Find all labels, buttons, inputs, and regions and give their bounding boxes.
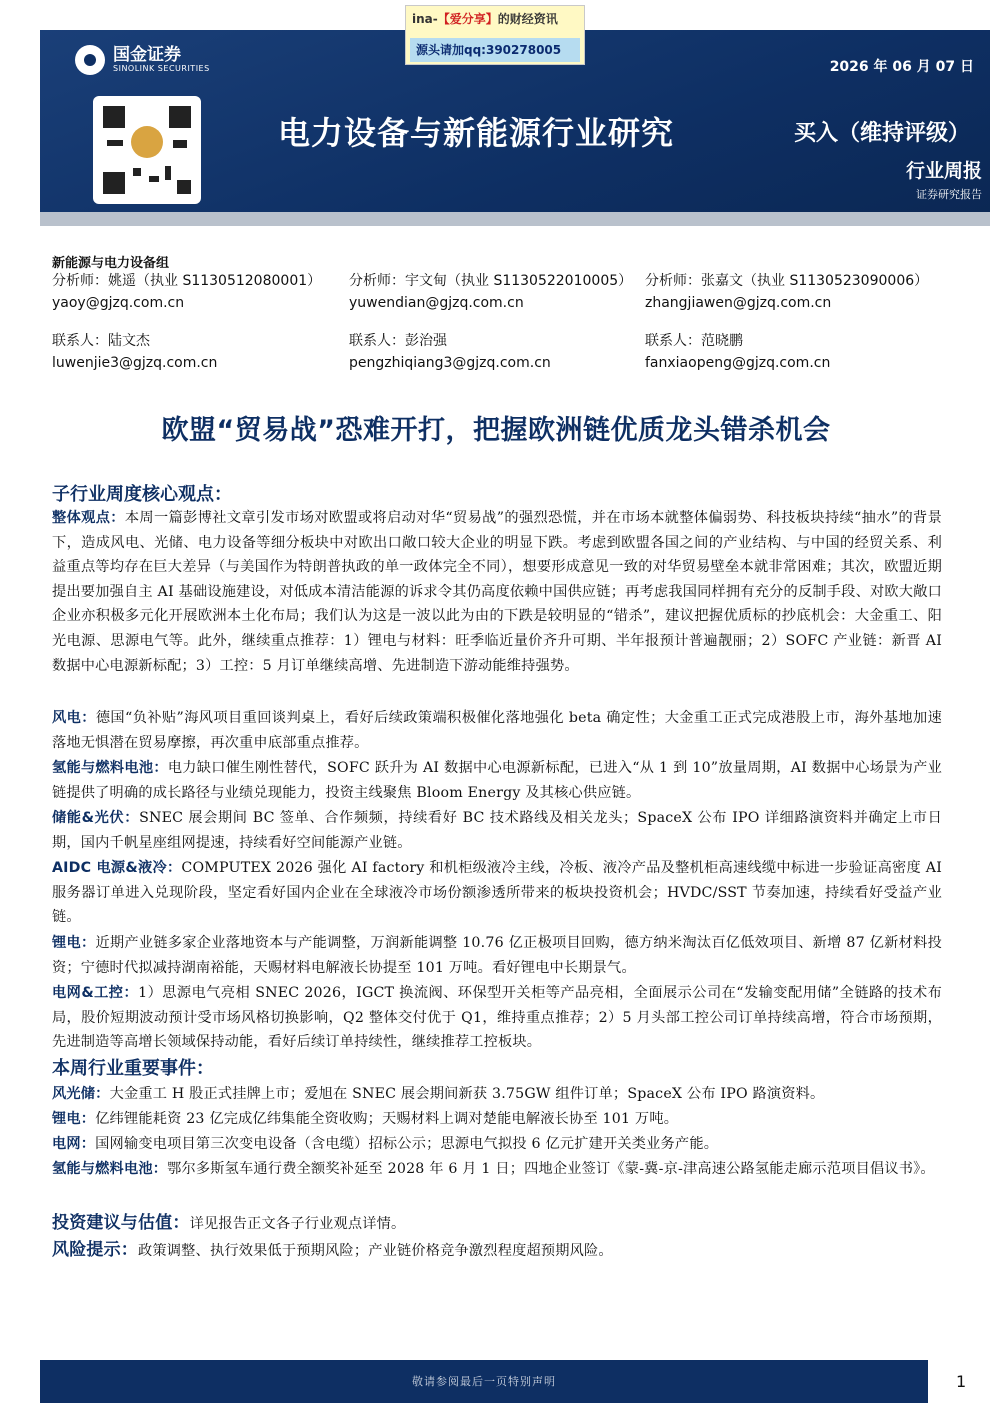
report-title: 电力设备与新能源行业研究 [278,114,675,152]
event-item: 电网：国网输变电项目第三次变电设备（含电缆）招标公示；思源电气拟投 6 亿元扩建开关类业务产能。 [52,1136,719,1152]
company-name-en: SINOLINK SECURITIES [113,64,210,73]
view-paragraph-lithium: 锂电：近期产业链多家企业落地资本与产能调整，万润新能调整 10.76 亿正极项目回购，德方纳米淘汰百亿低效项目、新增 87 亿新材料投资；宁德时代拟减持湖南裕能，天赐材料电解液长协提至 101 万吨。看好锂电中长期景气。 [52,935,942,976]
view-paragraph-wind: 风电：德国“负补贴”海风项目重回谈判桌上，看好后续政策端积极催化落地强化 beta 确定性；大金重工正式完成港股上市，海外基地加速落地无惧潜在贸易摩擦，再次重申底部重点推荐。 [52,710,942,751]
risk-warning: 风险提示：政策调整、执行效果低于预期风险；产业链价格竞争激烈程度超预期风险。 [52,1240,613,1260]
report-subtitle: 证券研究报告 [916,188,982,201]
contact-label: 联系人：彭治强 [349,333,447,349]
view-paragraph-aidc: AIDC 电源&液冷：COMPUTEX 2026 强化 AI factory 和机柜级液冷主线，冷板、液冷产品及整机柜高速线缆中标进一步验证高密度 AI 服务器订单进入兑现阶段，坚定看好国内企业在全球液冷市场份额渗透所带来的板块投资机会；HVDC/SST 节奏加速，持续看好受益产业链。 [52,860,943,926]
team-name: 新能源与电力设备组 [52,256,170,271]
author-block [349,270,632,314]
contact-email[interactable]: fanxiaopeng@gjzq.com.cn [645,355,831,371]
view-paragraph-hydrogen: 氢能与燃料电池：电力缺口催生刚性替代，SOFC 跃升为 AI 数据中心电源新标配，已进入“从 1 到 10”放量周期，AI 数据中心场景为产业链提供了明确的成长路径与业绩兑现能力，投资主线聚焦 Bloom Energy 及其核心供应链。 [52,760,942,801]
author-email[interactable]: yuwendian@gjzq.com.cn [349,295,524,311]
author-block [52,270,321,314]
company-logo [75,42,210,78]
header-band [40,212,990,226]
report-type: 行业周报 [905,160,982,182]
rating: 买入（维持评级） [793,121,970,146]
event-item: 风光储：大金重工 H 股正式挂牌上市；爱旭在 SNEC 展会期间新获 3.75GW 组件订单；SpaceX 公布 IPO 路演资料。 [52,1086,825,1102]
author-label: 分析师：姚遥（执业 S1130512080001） [52,273,322,289]
section-title-core-views: 子行业周度核心观点： [52,484,232,505]
sinolink-logo-icon [75,45,105,75]
qr-code-icon [93,96,201,204]
watermark-line1: ina-【爱分享】的财经资讯 [412,12,558,26]
footer-disclaimer: 敬请参阅最后一页特别声明 [40,1360,928,1403]
contact-block [52,330,217,374]
event-item: 锂电：亿纬锂能耗资 23 亿完成亿纬集能全资收购；天赐材料上调对楚能电解液长协至 101 万吨。 [52,1111,679,1127]
section-title-events: 本周行业重要事件： [52,1058,214,1079]
report-headline: 欧盟“贸易战”恐难开打，把握欧洲链优质龙头错杀机会 [161,415,831,446]
report-date: 2026 年 06 月 07 日 [829,59,974,75]
author-label: 分析师：宇文甸（执业 S1130522010005） [349,273,633,289]
company-name-cn: 国金证券 [113,45,181,65]
page-number: 1 [956,1372,967,1391]
event-item: 氢能与燃料电池：鄂尔多斯氢车通行费全额奖补延至 2028 年 6 月 1 日；四地企业签订《蒙-冀-京-津高速公路氢能走廊示范项目倡议书》。 [52,1161,935,1177]
contact-block [349,330,551,374]
contact-label: 联系人：范晓鹏 [645,333,743,349]
watermark [405,5,585,65]
contact-email[interactable]: luwenjie3@gjzq.com.cn [52,355,218,371]
contact-label: 联系人：陆文杰 [52,333,150,349]
view-paragraph-grid-control: 电网&工控：1）思源电气亮相 SNEC 2026，IGCT 换流阀、环保型开关柜等产品亮相，全面展示公司在“发输变配用储”全链路的技术布局，股价短期波动预计受市场风格切换影响，Q2 整体交付优于 Q1，维持重点推荐；2）5 月头部工控公司订单持续高增，符合市场预期，先进制造等高增长领域保持动能，看好后续订单持续性，继续推荐工控板块。 [52,985,942,1051]
watermark-line2: 源头请加qq:390278005 [410,38,580,62]
contact-block [645,330,830,374]
view-paragraph-storage-pv: 储能&光伏：SNEC 展会期间 BC 签单、合作频频，持续看好 BC 技术路线及相关龙头；SpaceX 公布 IPO 详细路演资料并确定上市日期，国内千帆星座组网提速，持续看好空间能源产业链。 [52,810,943,851]
contact-email[interactable]: pengzhiqiang3@gjzq.com.cn [349,355,551,371]
view-paragraph-overall: 整体观点：本周一篇彭博社文章引发市场对欧盟或将启动对华“贸易战”的强烈恐慌，并在市场本就整体偏弱势、科技板块持续“抽水”的背景下，造成风电、光储、电力设备等细分板块中对欧出口敞口较大企业的明显下跌。考虑到欧盟各国之间的产业结构、与中国的经贸关系、利益重点等均存在巨大差异（与美国作为特朗普执政的单一政体完全不同），想要形成意见一致的对华贸易壁垒本就非常困难；其次，欧盟近期提出要加强自主 AI 基础设施建设，对低成本清洁能源的诉求令其仍高度依赖中国供应链；再考虑我国同样拥有充分的反制手段、对欧大敞口企业亦积极多元化开展欧洲本土化布局；我们认为这是一波以此为由的下跌是较明显的“错杀”，建议把握优质标的抄底机会：大金重工、阳光电源、思源电气等。此外，继续重点推荐：1）锂电与材料：旺季临近量价齐升可期、半年报预计普遍靓丽；2）SOFC 产业链：新晋 AI 数据中心电源新标配；3）工控：5 月订单继续高增、先进制造下游动能维持强势。 [52,510,942,674]
author-email[interactable]: zhangjiawen@gjzq.com.cn [645,295,832,311]
author-email[interactable]: yaoy@gjzq.com.cn [52,295,185,311]
investment-advice: 投资建议与估值：详见报告正文各子行业观点详情。 [52,1213,406,1233]
author-block [645,270,928,314]
author-label: 分析师：张嘉文（执业 S1130523090006） [645,273,929,289]
